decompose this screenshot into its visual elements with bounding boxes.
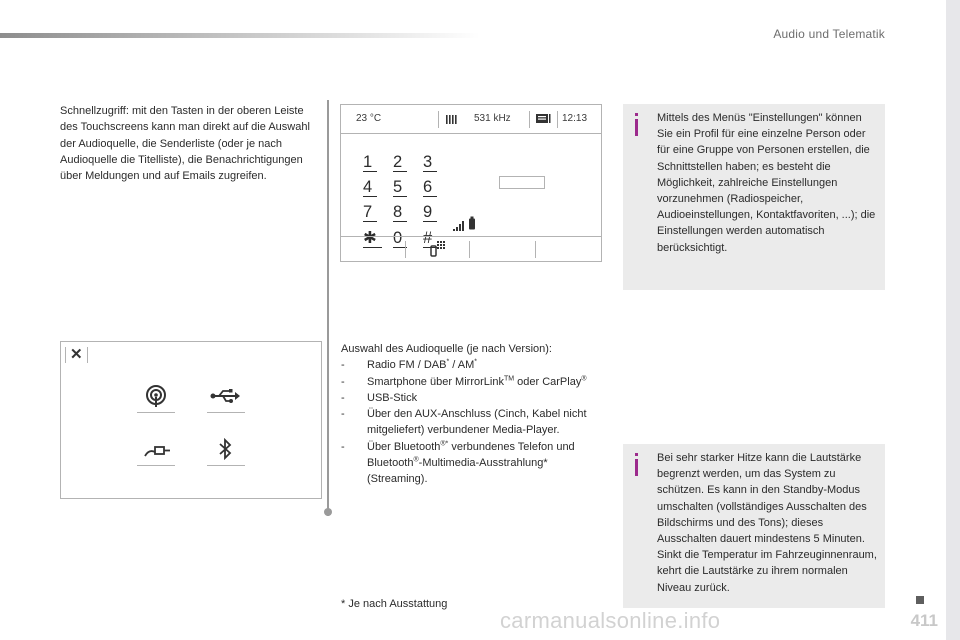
footnote: * Je nach Ausstattung (341, 598, 448, 610)
intro-paragraph: Schnellzugriff: mit den Tasten in der oberen Leiste des Touchscreens kann man direkt auf die Auswahl der Audioquelle, die Senderliste (oder je nach Audioquelle die Titelliste), die Benachrichtigungen über Meldungen und auf Emails zugreifen. (60, 105, 310, 183)
divider (469, 241, 470, 258)
signal-icon (452, 219, 466, 237)
aux-cable-icon[interactable] (143, 443, 171, 464)
divider (535, 241, 536, 258)
bluetooth-icon[interactable] (218, 438, 232, 465)
info-icon (635, 459, 638, 476)
icon-underline (207, 412, 245, 413)
audio-source-list-block (341, 341, 603, 488)
list-item: - Über Bluetooth®* verbundenes Telefon und Bluetooth®-Multimedia-Ausstrahlung* (Streaming). (341, 440, 575, 486)
usb-icon[interactable] (210, 388, 240, 409)
keypad-key[interactable]: 0 (393, 229, 423, 248)
section-title: Audio und Telematik (773, 27, 885, 41)
bottom-bar (341, 236, 601, 262)
divider (557, 111, 558, 128)
info-icon (635, 119, 638, 136)
page-edge-strip (946, 0, 960, 640)
list-item: - Über den AUX-Anschluss (Cinch, Kabel nicht mitgeliefert) verbundener Media-Player. (341, 408, 587, 437)
list-item: - Smartphone über MirrorLink™ oder CarPlay® (341, 374, 587, 388)
info-icon-dot (635, 453, 638, 456)
temperature-readout: 23 °C (356, 113, 382, 124)
divider (438, 111, 439, 128)
audio-source-list (341, 357, 603, 487)
keypad-key[interactable]: 5 (393, 178, 423, 197)
keypad-key[interactable]: 1 (363, 153, 393, 172)
audio-source-heading: Auswahl des Audioquelle (je nach Version): (341, 343, 552, 355)
radio-wave-icon[interactable] (144, 384, 168, 413)
info-box-heat (623, 444, 885, 608)
radio-icon[interactable] (444, 112, 458, 131)
audio-source-screen-illustration (60, 341, 322, 499)
frequency-readout: 531 kHz (474, 113, 511, 124)
callout-dot (324, 508, 332, 516)
keypad-key[interactable]: # (423, 229, 453, 248)
icon-underline (137, 465, 175, 466)
page-number: 411 (910, 611, 938, 630)
keypad-key[interactable]: ✱ (363, 228, 393, 248)
keypad-key[interactable]: 3 (423, 153, 453, 172)
info-heat-text: Bei sehr starker Hitze kann die Lautstärke begrenzt werden, um das System zu schützen. Es kann in den Standby-Modus umschalten (vollständiges Ausschalten des Bildschirms und des Tons); dieses Ausschalten dauert mindestens 5 Minuten. Sinkt die Temperatur im Fahrzeuginnenraum, kehrt die Lautstärke zu ihrem normalen Niveau zurück. (657, 452, 877, 594)
info-box-settings (623, 104, 885, 290)
list-item: - Radio FM / DAB* / AM* (341, 358, 477, 372)
close-icon[interactable]: ✕ (70, 346, 83, 363)
touchscreen-phone-illustration (340, 104, 602, 262)
callout-line (327, 100, 329, 516)
info-icon-dot (635, 113, 638, 116)
keypad-key[interactable]: 7 (363, 203, 393, 222)
divider (65, 347, 66, 363)
clock-readout: 12:13 (562, 113, 588, 124)
keypad-key[interactable]: 4 (363, 178, 393, 197)
list-item: - USB-Stick (341, 391, 418, 404)
keypad-key[interactable]: 8 (393, 203, 423, 222)
phone-icon[interactable] (428, 240, 446, 263)
divider (87, 347, 88, 363)
page-marker (916, 596, 924, 604)
header-gradient-bar (0, 33, 480, 38)
keypad-key[interactable]: 9 (423, 203, 453, 222)
keypad-key[interactable]: 2 (393, 153, 423, 172)
info-settings-text: Mittels des Menüs "Einstellungen" können Sie ein Profil für eine einzelne Person oder für eine Gruppe von Personen erstellen, die Schnittstellen haben; es besteht die Möglichkeit, zahlreiche Einstellungen vorzunehmen (Radiospeicher, Audioeinstellungen, Kontaktfavoriten, ...); die Einstellungen werden automatisch berücksichtigt. (657, 112, 876, 254)
divider (529, 111, 530, 128)
number-display-field[interactable] (499, 176, 545, 189)
icon-underline (207, 465, 245, 466)
battery-icon (468, 216, 476, 236)
icon-underline (137, 412, 175, 413)
status-bar (341, 105, 601, 134)
mail-icon[interactable] (535, 112, 551, 131)
divider (405, 241, 406, 258)
watermark: carmanualsonline.info (500, 608, 721, 633)
keypad-key[interactable]: 6 (423, 178, 453, 197)
